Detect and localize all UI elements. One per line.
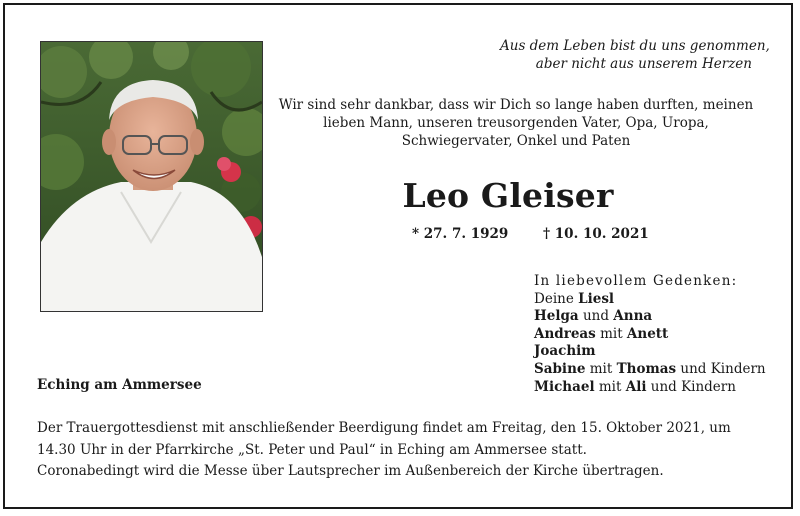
- mourner-name: Ali: [625, 378, 647, 395]
- mourner-text: mit: [594, 378, 626, 395]
- mourner-name: Helga: [534, 308, 579, 325]
- service-info: [37, 418, 757, 483]
- mourner-name: Liesl: [578, 290, 615, 307]
- mourner-text: und Kindern: [646, 378, 736, 395]
- service-line-3: Coronabedingt wird die Messe über Lautsprecher im Außenbereich der Kirche übertragen.: [37, 463, 664, 479]
- intro-line-1: Wir sind sehr dankbar, dass wir Dich so lange haben durften, meinen: [278, 97, 754, 113]
- mourners-heading: In liebevollem Gedenken:: [534, 273, 738, 289]
- mourner-name: Thomas: [616, 360, 677, 377]
- place-of-residence: Eching am Ammersee: [37, 377, 202, 393]
- mourner-text: mit: [585, 360, 617, 377]
- motto: [500, 37, 770, 73]
- motto-line-2: aber nicht aus unserem Herzen: [535, 56, 752, 72]
- deceased-name: Leo Gleiser: [402, 176, 614, 215]
- mourner-line: [534, 308, 766, 326]
- mourner-line: [534, 379, 766, 397]
- mourner-name: Anett: [626, 325, 669, 342]
- mourner-line: [534, 361, 766, 379]
- mourner-name: Anna: [613, 308, 653, 325]
- mourner-line: [534, 291, 766, 309]
- mourner-name: Michael: [534, 378, 595, 395]
- mourner-text: und: [578, 308, 614, 325]
- mourner-text: mit: [595, 325, 627, 342]
- mourner-name: Joachim: [534, 343, 596, 360]
- mourner-line: [534, 326, 766, 344]
- mourner-name: Sabine: [534, 360, 586, 377]
- motto-line-1: Aus dem Leben bist du uns genommen,: [500, 38, 770, 54]
- death-date: † 10. 10. 2021: [543, 226, 649, 242]
- portrait-photo: [40, 41, 263, 312]
- service-line-2: 14.30 Uhr in der Pfarrkirche „St. Peter und Paul“ in Eching am Ammersee statt.: [37, 441, 587, 458]
- intro-line-3: Schwiegervater, Onkel und Paten: [401, 133, 631, 149]
- mourner-text: und Kindern: [676, 360, 766, 377]
- mourner-name: Andreas: [534, 325, 596, 342]
- mourner-text: Deine: [534, 290, 579, 307]
- intro-line-2: lieben Mann, unseren treusorgenden Vater, Opa, Uropa,: [323, 115, 709, 131]
- service-line-1: Der Trauergottesdienst mit anschließender Beerdigung findet am Freitag, den 15. Oktober 2021, um: [37, 420, 731, 436]
- intro-text: [268, 96, 764, 150]
- mourners-list: [534, 273, 766, 396]
- mourner-line: [534, 343, 766, 361]
- birth-date: * 27. 7. 1929: [412, 226, 509, 242]
- life-dates: [412, 226, 649, 242]
